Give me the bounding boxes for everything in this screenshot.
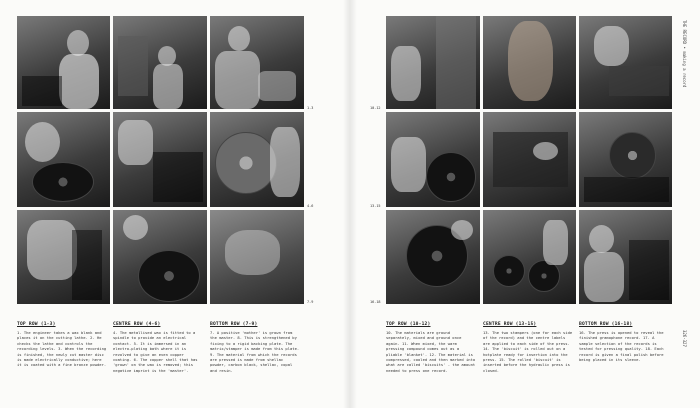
row-label-1-3: 1-3 [307,106,314,110]
photo-14-hotplate [483,112,576,207]
caption-centre-row-right [483,322,573,373]
caption-centre-row-left [113,322,203,373]
row-label-10-12: 10-12 [370,106,381,110]
caption-body: 4. The metallised wax is fitted to a spindle to provide an electrical contact. 5. It is immersed in an electro-plating bath where it is revolved to give an even copper coating. 6. The copper shell that has 'grown' on the wax is removed; this negative imprint is the 'master'. [113,330,198,373]
caption-heading: TOP ROW (1-3) [17,322,56,327]
photo-2-lathe-controls [113,16,207,109]
photo-8-backing-plate [113,210,207,304]
caption-top-row-right [386,322,476,373]
page-number: 326-327 [682,330,687,347]
caption-body: 16. The press is opened to reveal the finished gramophone record. 17. A sample selection of the records is tested for pressing quality. 18. Each record is given a final polish before being placed in its sleeve. [579,330,664,363]
photo-7-mother [17,210,110,304]
caption-body: 13. The two stampers (one for each side of the record) and the centre labels are applied to each side of the press. 14. The 'biscuit' is rolled out on a hotplate ready for insertion into the press. 15. The rolled 'biscuit' is inserted before the hydraulic press is closed. [483,330,573,373]
photo-12-biscuits [579,16,672,109]
right-page [350,0,700,408]
caption-heading: TOP ROW (10-12) [386,322,431,327]
caption-bottom-row-right [579,322,669,362]
caption-bottom-row-left [210,322,300,373]
book-gutter [343,0,357,408]
photo-11-pressing-blanket [483,16,576,109]
running-head: THE RECORD • making a record [682,20,687,88]
photo-4-spindle [17,112,110,207]
photo-15-press-insert [579,112,672,207]
photo-10-grinding [386,16,480,109]
photo-17-testing [483,210,576,304]
caption-heading: CENTRE ROW (4-6) [113,322,161,327]
row-label-4-6: 4-6 [307,204,314,208]
photo-13-stampers [386,112,480,207]
photo-18-polishing [579,210,672,304]
row-label-13-15: 13-15 [370,204,381,208]
caption-heading: BOTTOM ROW (16-18) [579,322,633,327]
photo-16-finished-record [386,210,480,304]
photo-9-shellac-materials [210,210,304,304]
caption-top-row-left [17,322,107,368]
caption-body: 1. The engineer takes a wax blank and places it on the cutting lathe. 2. He checks the lathe and controls the recording levels. 3. When the recording is finished, the newly cut master disc is made electrically conductive; here it is coated with a fine bronze powder. [17,330,107,368]
photo-3-bronze-coating [210,16,304,109]
photo-6-copper-shell [210,112,304,207]
photo-1-engineer-cutting-lathe [17,16,110,109]
row-label-7-9: 7-9 [307,300,314,304]
caption-body: 7. A positive 'mother' is grown from the master. 8. This is strengthened by fixing to a rigid backing plate. The matrix/stamper is made from this plate. 9. The material from which the records are pressed is made from shellac powder, carbon black, shellac, copal and resin. [210,330,300,373]
photo-5-plating-bath [113,112,207,207]
caption-body: 10. The materials are ground separately, mixed and ground once again. 11. When mixed, the warm pressing compound comes out as a pliable 'blanket'. 12. The material is compressed, cooled and then marked into what are called 'biscuits' - the amount needed to press one record. [386,330,476,373]
caption-heading: BOTTOM ROW (7-9) [210,322,258,327]
caption-heading: CENTRE ROW (13-15) [483,322,537,327]
row-label-16-18: 16-18 [370,300,381,304]
